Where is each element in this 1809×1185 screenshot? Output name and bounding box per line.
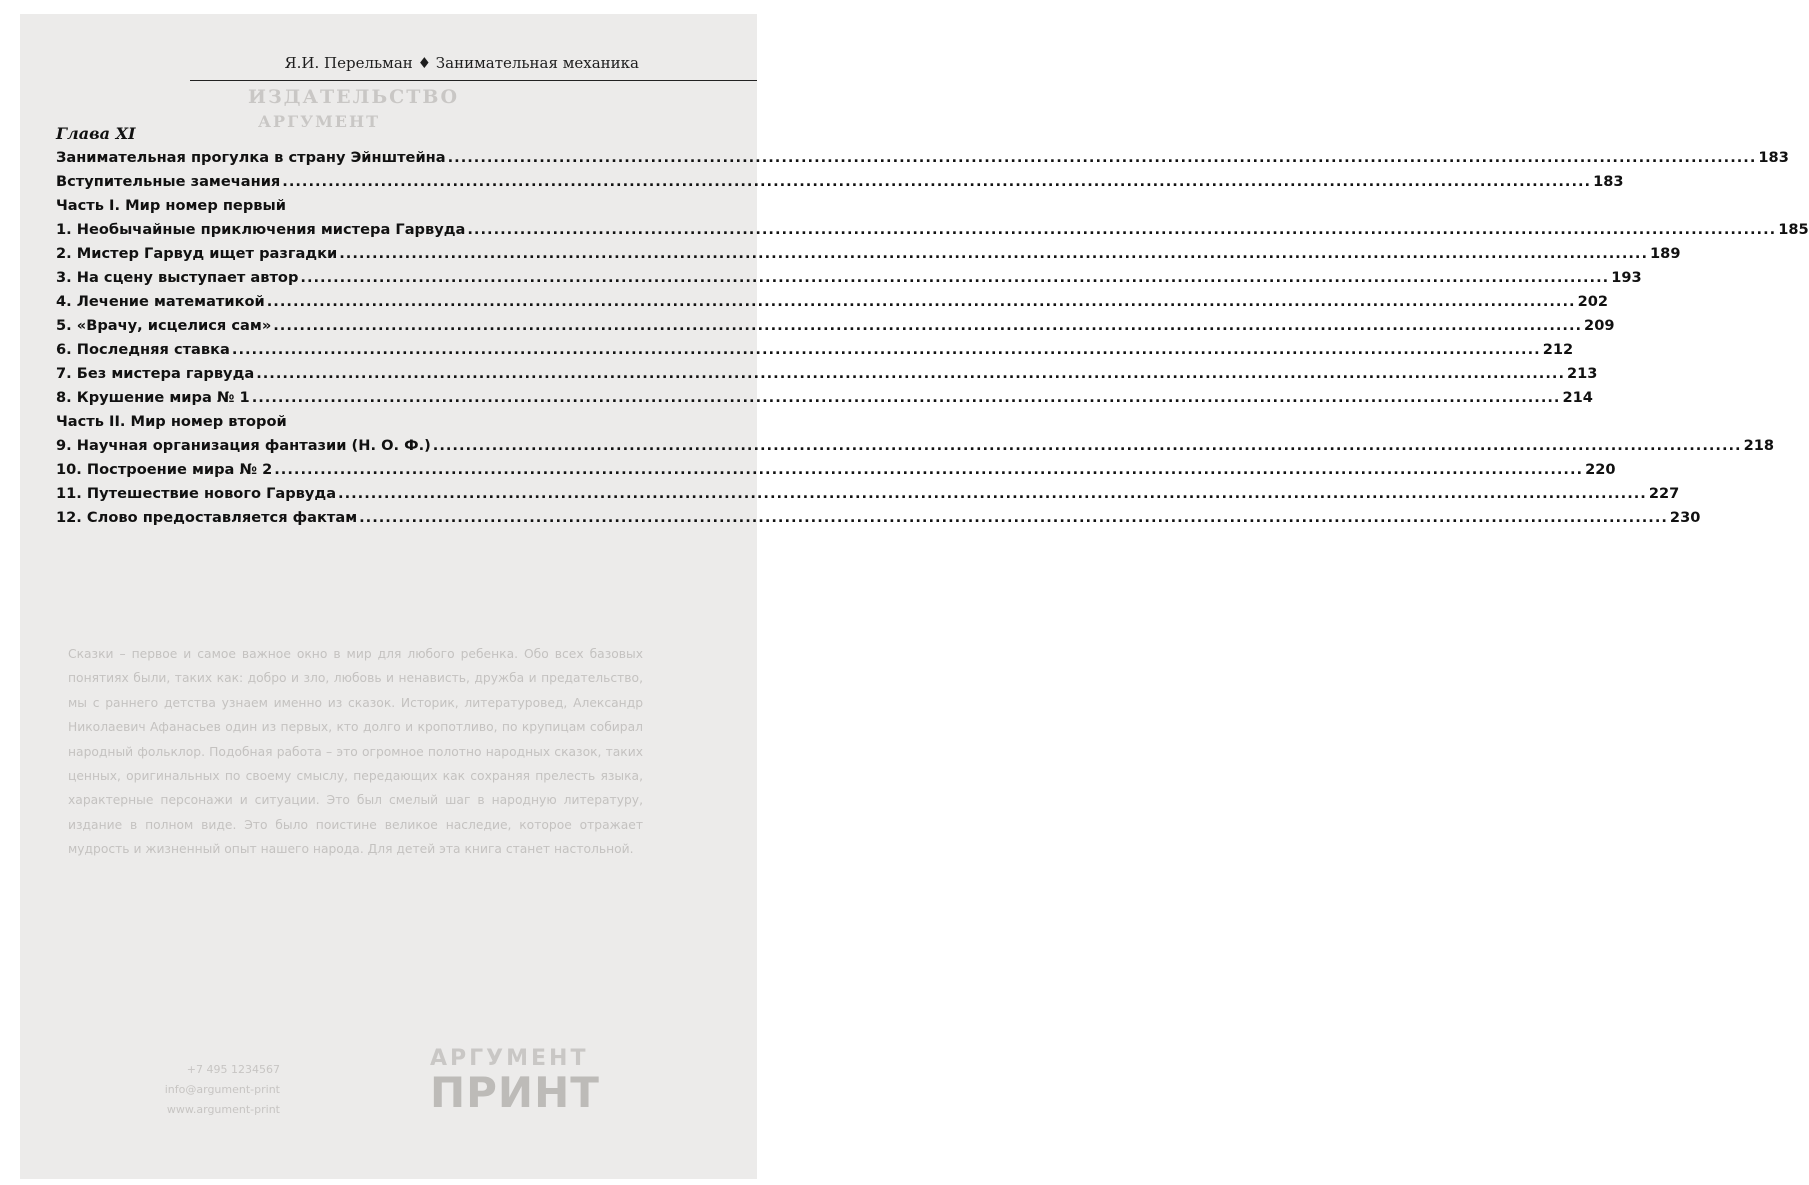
- toc-entry: [56, 290, 1609, 314]
- toc-leader-dots: ........................................................................................................................................................................................................: [273, 317, 1583, 334]
- toc-entry-title: 1. Необычайные приключения мистера Гарвуда: [56, 221, 466, 238]
- toc-entry-title: 10. Построение мира № 2: [56, 461, 273, 478]
- toc-entry-title: 7. Без мистера гарвуда: [56, 365, 255, 382]
- toc-leader-dots: ........................................................................................................................................................................................................: [339, 245, 1649, 262]
- show-through-contacts: +7 495 1234567 info@argument-print www.argument-print: [164, 1063, 280, 1116]
- toc-entry-title: Занимательная прогулка в страну Эйнштейна: [56, 149, 446, 166]
- toc-entry-page: 230: [1669, 509, 1701, 526]
- toc-entry-page: 212: [1542, 341, 1574, 358]
- toc-entry-title: 2. Мистер Гарвуд ищет разгадки: [56, 245, 338, 262]
- toc-entry-page: 183: [1593, 173, 1624, 190]
- toc-entry: [56, 218, 1809, 242]
- show-through-subtitle: АРГУМЕНТ: [258, 112, 381, 131]
- part-heading: Часть I. Мир номер первый: [56, 197, 286, 214]
- chapter-label: Глава XI: [56, 124, 136, 143]
- toc-entry-title: 4. Лечение математикой: [56, 293, 265, 310]
- toc-entry: [56, 146, 1789, 170]
- toc-leader-dots: ........................................................................................................................................................................................................: [300, 269, 1610, 286]
- toc-entry-title: 6. Последняя ставка: [56, 341, 230, 358]
- toc-leader-dots: ........................................................................................................................................................................................................: [251, 389, 1561, 406]
- toc-leader-dots: ........................................................................................................................................................................................................: [359, 509, 1668, 526]
- toc-entry-page: 214: [1562, 389, 1593, 406]
- header-book-title: Занимательная механика: [435, 54, 639, 72]
- toc-entry-title: Вступительные замечания: [56, 173, 281, 190]
- toc-entry-title: 11. Путешествие нового Гарвуда: [56, 485, 337, 502]
- header-text: [285, 54, 639, 72]
- toc-entry: [56, 506, 1701, 530]
- toc-entry-page: 213: [1567, 365, 1598, 382]
- toc-entry-title: 12. Слово предоставляется фактам: [56, 509, 358, 526]
- toc-leader-dots: ........................................................................................................................................................................................................: [274, 461, 1584, 478]
- toc-entry: [56, 434, 1775, 458]
- toc-entry-title: 5. «Врачу, исцелися сам»: [56, 317, 272, 334]
- toc-entry-title: 9. Научная организация фантазии (Н. О. Ф.): [56, 437, 431, 454]
- toc-leader-dots: ........................................................................................................................................................................................................: [231, 341, 1541, 358]
- toc-leader-dots: ........................................................................................................................................................................................................: [432, 437, 1742, 454]
- toc-entry-title: 8. Крушение мира № 1: [56, 389, 250, 406]
- toc-entry: [56, 458, 1616, 482]
- header-separator: ♦: [417, 54, 432, 72]
- toc-leader-dots: ........................................................................................................................................................................................................: [338, 485, 1647, 502]
- toc-entry-page: 183: [1758, 149, 1789, 166]
- toc-leader-dots: ........................................................................................................................................................................................................: [266, 293, 1576, 310]
- toc-entry-page: 227: [1648, 485, 1680, 502]
- running-header: [20, 50, 757, 86]
- toc-entry-page: 218: [1743, 437, 1775, 454]
- toc-entry: [56, 242, 1681, 266]
- toc-entry-title: 3. На сцену выступает автор: [56, 269, 299, 286]
- book-page: [20, 14, 1809, 1179]
- toc-entry: [56, 314, 1615, 338]
- toc-entry-page: 185: [1778, 221, 1809, 238]
- table-of-contents: [56, 122, 1809, 530]
- header-rule: [190, 80, 757, 81]
- toc-entry: [56, 386, 1593, 410]
- toc-entry-page: 202: [1577, 293, 1609, 310]
- show-through-logo: АРГУМЕНТ ПРИНТ: [430, 1046, 600, 1117]
- toc-entry: [56, 362, 1598, 386]
- show-through-title: ИЗДАТЕЛЬСТВО: [248, 86, 459, 108]
- toc-entry: [56, 266, 1642, 290]
- toc-entry: [56, 338, 1574, 362]
- show-through-text-block: Сказки – первое и самое важное окно в мир для любого ребенка. Обо всех базовых понятиях были, таких как: добро и зло, любовь и ненависть, дружба и предательство, мы с раннего детства узнаем именно из сказок. Историк, литературовед, Александр Николаевич Афанасьев один из первых, кто долго и кропотливо, по крупицам собирал народный фольклор. Подобная работа – это огромное полотно народных сказок, таких ценных, оригинальных по своему смыслу, передающих как сохраняя прелесть языка, характерные персонажи и ситуации. Это был смелый шаг в народную литературу, издание в полном виде. Это было поистине великое наследие, которое отражает мудрость и жизненный опыт нашего народа. Для детей эта книга станет настольной.: [68, 647, 643, 857]
- toc-entry-page: 220: [1585, 461, 1616, 478]
- toc-entry-page: 193: [1611, 269, 1642, 286]
- toc-entry-page: 209: [1584, 317, 1615, 334]
- toc-entry-page: 189: [1650, 245, 1681, 262]
- toc-leader-dots: ........................................................................................................................................................................................................: [447, 149, 1757, 166]
- toc-entry: [56, 482, 1680, 506]
- toc-entry: [56, 170, 1624, 194]
- part-heading: Часть II. Мир номер второй: [56, 413, 287, 430]
- toc-leader-dots: ........................................................................................................................................................................................................: [467, 221, 1777, 238]
- toc-leader-dots: ........................................................................................................................................................................................................: [256, 365, 1565, 382]
- header-author: Я.И. Перельман: [284, 54, 413, 72]
- toc-leader-dots: ........................................................................................................................................................................................................: [282, 173, 1592, 190]
